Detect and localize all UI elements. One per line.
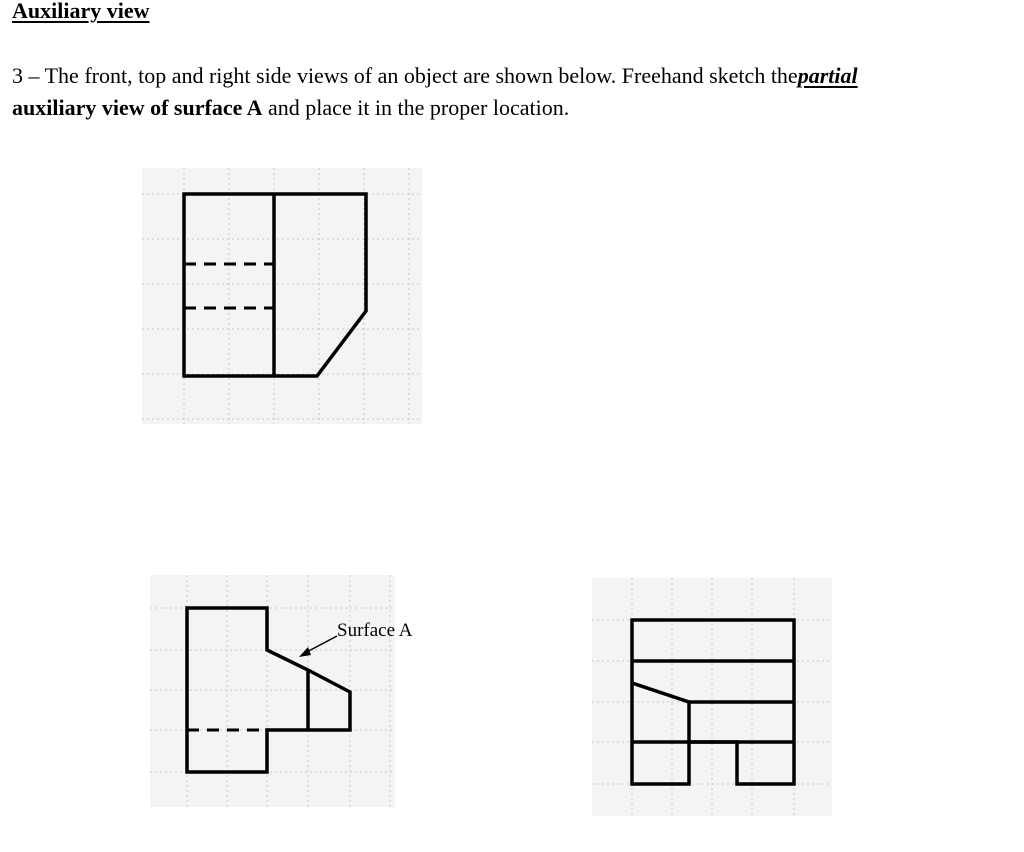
top-view-drawing [142, 168, 422, 424]
front-view-drawing [150, 575, 440, 807]
question-dash: – [28, 63, 40, 88]
question-text-after: and place it in the proper location. [268, 95, 570, 120]
question-number: 3 [12, 63, 23, 88]
question-emphasis: partial [797, 63, 858, 88]
page-heading: Auxiliary view [12, 0, 150, 23]
question-text [12, 60, 1012, 124]
question-text-before: The front, top and right side views of an object are shown below. Freehand sketch the [44, 63, 798, 88]
right-side-view-drawing [592, 578, 832, 816]
question-bold-phrase: auxiliary view of surface A [12, 95, 263, 120]
surface-a-callout: Surface A [337, 620, 413, 641]
